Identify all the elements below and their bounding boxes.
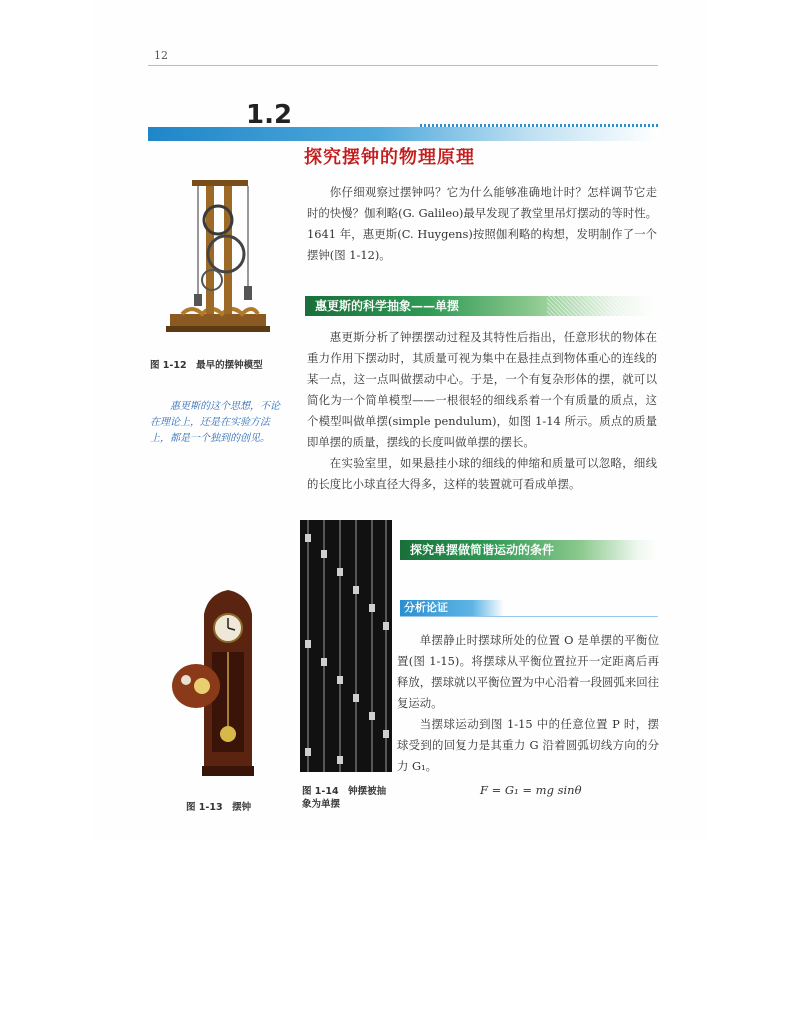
restoring-force-formula: F = G₁ = mg sinθ xyxy=(480,783,582,797)
section-number: 1.2 xyxy=(246,100,293,130)
banner-label: 探究单摆做简谐运动的条件 xyxy=(410,543,555,557)
figure-caption-1-13: 图 1-13 摆钟 xyxy=(186,802,252,813)
section-bar xyxy=(148,127,658,141)
section-title: 探究摆钟的物理原理 xyxy=(304,147,475,168)
intro-paragraph xyxy=(307,182,657,266)
intro-text: 你仔细观察过摆钟吗？它为什么能够准确地计时？怎样调节它走时的快慢？伽利略(G. Galileo)最早发现了教堂里吊灯摆动的等时性。1641 年，惠更斯(C. Huygens)按照伽利略的构想，发明制作了一个摆钟(图 1-12)。 xyxy=(307,185,658,262)
page-number: 12 xyxy=(154,49,168,62)
early-pendulum-clock-figure xyxy=(162,176,274,336)
huygens-text-2: 在实验室里，如果悬挂小球的细线的伸缩和质量可以忽略，细线的长度比小球直径大得多，这样的装置就可看成单摆。 xyxy=(307,456,657,491)
huygens-paragraph xyxy=(307,327,657,495)
banner-shm-conditions xyxy=(400,540,658,560)
pendulum-abstraction-strip xyxy=(300,520,392,772)
pendulum-clock-figure xyxy=(172,590,288,780)
side-note: 惠更斯的这个思想，不论在理论上，还是在实验方法上，都是一个独到的创见。 xyxy=(150,401,280,444)
banner-texture xyxy=(547,296,657,316)
figure-caption-1-14: 图 1-14 钟摆被抽象为单摆 xyxy=(302,786,387,810)
section-bar-dots xyxy=(420,124,658,127)
subheading-rule xyxy=(400,616,658,617)
analysis-paragraph xyxy=(397,630,659,777)
subheading-analysis: 分析论证 xyxy=(400,600,504,616)
header-rule xyxy=(148,65,658,66)
analysis-text-1: 单摆静止时摆球所处的位置 O 是单摆的平衡位置(图 1-15)。将摆球从平衡位置拉开一定距离后再释放，摆球就以平衡位置为中心沿着一段圆弧来回往复运动。 xyxy=(397,633,659,710)
figure-caption-1-12: 图 1-12 最早的摆钟模型 xyxy=(150,360,263,371)
analysis-text-2: 当摆球运动到图 1-15 中的任意位置 P 时，摆球受到的回复力是其重力 G 沿着圆弧切线方向的分力 G₁。 xyxy=(397,717,659,773)
huygens-text-1: 惠更斯分析了钟摆摆动过程及其特性后指出，任意形状的物体在重力作用下摆动时，其质量可视为集中在悬挂点到物体重心的连线的某一点，这一点叫做摆动中心。于是，一个有复杂形体的摆，就可以简化为一个简单模型——一根很轻的细线系着一个有质量的质点，这个模型叫做单摆(simple pendulum)，如图 1-14 所示。质点的质量即单摆的质量，摆线的长度叫做单摆的摆长。 xyxy=(307,330,657,449)
banner-label: 惠更斯的科学抽象——单摆 xyxy=(315,299,460,313)
banner-huygens-abstraction xyxy=(305,296,657,316)
